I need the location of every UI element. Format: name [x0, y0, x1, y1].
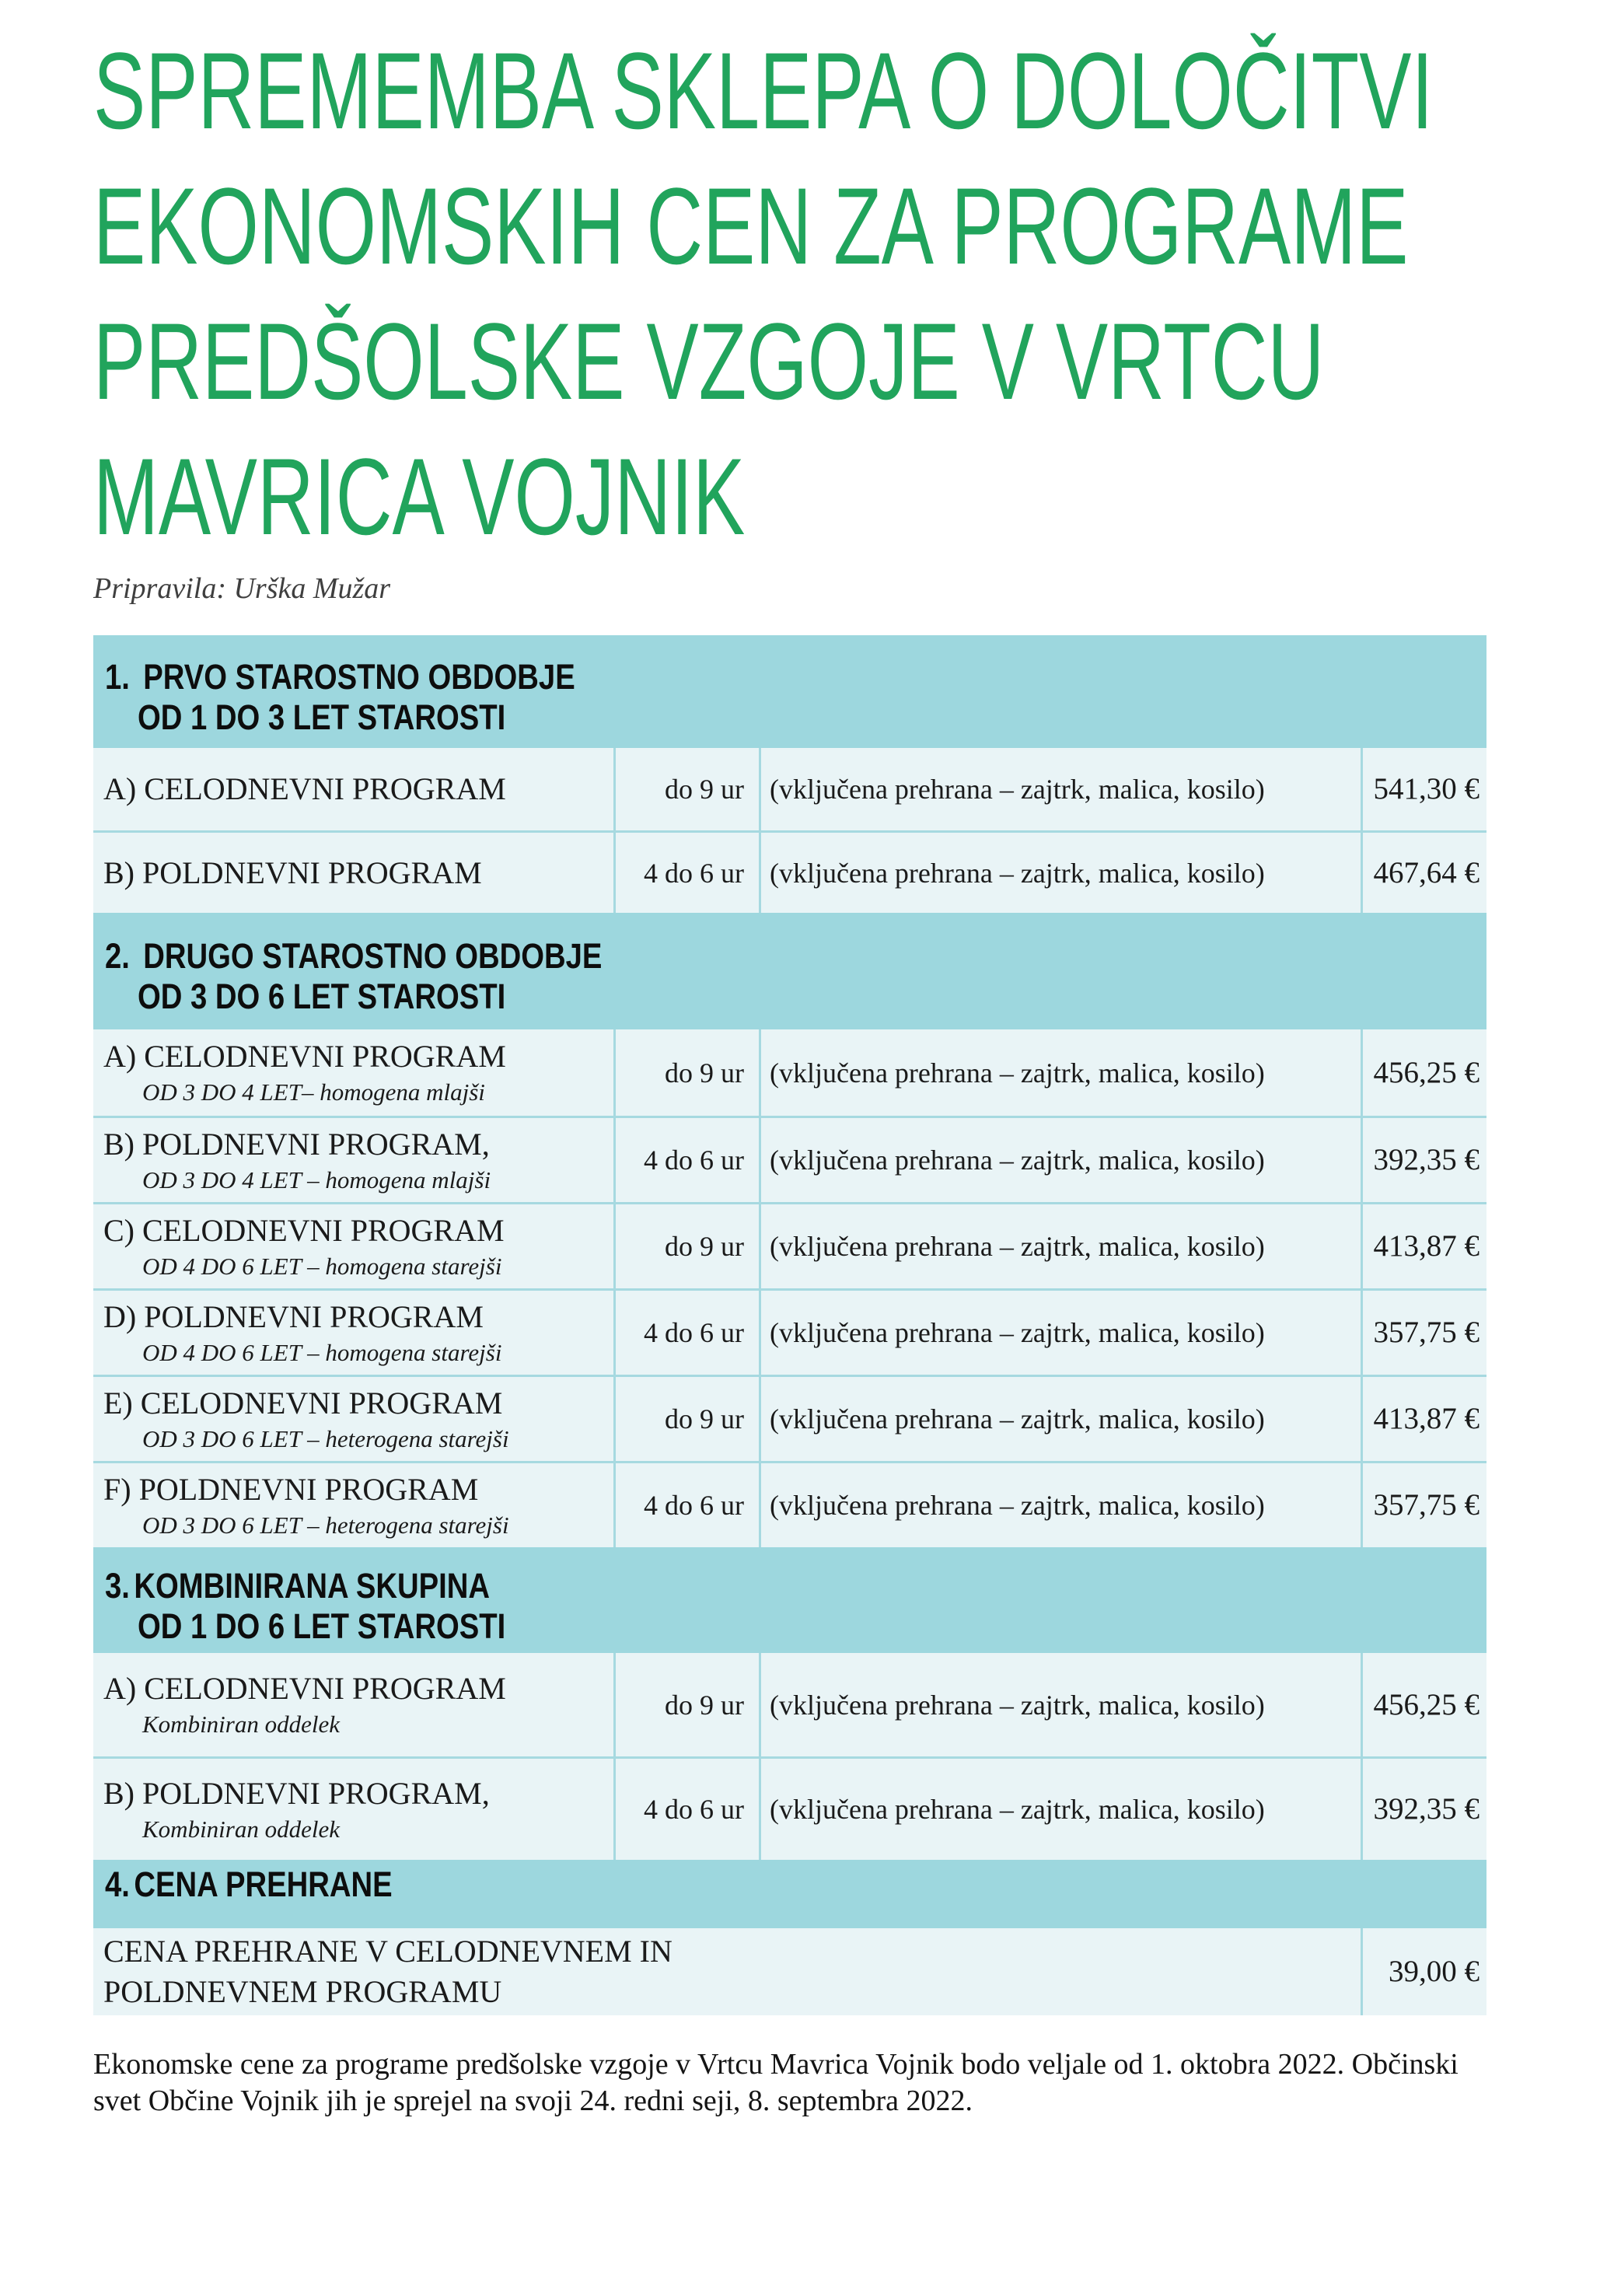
hours-cell: 4 do 6 ur [613, 1291, 759, 1375]
price-cell: 467,64 € [1361, 833, 1486, 913]
price-cell: 39,00 € [1361, 1928, 1486, 2015]
document-title [93, 23, 1486, 564]
program-cell: B) POLDNEVNI PROGRAM, OD 3 DO 4 LET – homogena mlajši [103, 1126, 491, 1193]
program-subtitle: OD 3 DO 4 LET– homogena mlajši [142, 1078, 485, 1106]
price-cell: 392,35 € [1361, 1118, 1486, 1202]
section-number: 3. [105, 1566, 130, 1606]
section-heading-line1: CENA PREHRANE [134, 1864, 393, 1904]
hours-cell: do 9 ur [613, 1029, 759, 1116]
program-subtitle: OD 4 DO 6 LET – homogena starejši [142, 1338, 502, 1366]
program-cell: D) POLDNEVNI PROGRAM OD 4 DO 6 LET – homogena starejši [103, 1298, 502, 1366]
note-cell: (vključena prehrana – zajtrk, malica, kosilo) [759, 1029, 1361, 1116]
table-row [93, 1288, 1486, 1375]
section-number: 4. [105, 1864, 130, 1904]
program-cell: A) CELODNEVNI PROGRAM [103, 771, 506, 806]
section-2-header [93, 913, 1486, 1029]
title-line [93, 294, 1486, 429]
program-subtitle: OD 3 DO 6 LET – heterogena starejši [142, 1424, 509, 1452]
section-heading-line1: KOMBINIRANA SKUPINA [134, 1566, 490, 1606]
table-row [93, 830, 1486, 913]
section-3-header [93, 1547, 1486, 1653]
note-cell: (vključena prehrana – zajtrk, malica, kosilo) [759, 1118, 1361, 1202]
hours-cell: do 9 ur [613, 748, 759, 830]
hours-cell: do 9 ur [613, 1377, 759, 1461]
section-4-header [93, 1860, 1486, 1928]
price-cell: 413,87 € [1361, 1204, 1486, 1288]
section-heading-line2: OD 1 DO 6 LET STAROSTI [138, 1606, 506, 1646]
price-cell: 357,75 € [1361, 1463, 1486, 1547]
program-cell: B) POLDNEVNI PROGRAM [103, 854, 482, 890]
table-row [93, 1756, 1486, 1860]
program-subtitle: OD 3 DO 6 LET – heterogena starejši [142, 1511, 509, 1539]
hours-cell: do 9 ur [613, 1204, 759, 1288]
title-line [93, 429, 1486, 564]
section-heading-line2: OD 3 DO 6 LET STAROSTI [138, 977, 506, 1016]
hours-cell: 4 do 6 ur [613, 1463, 759, 1547]
table-row [93, 1375, 1486, 1461]
note-cell: (vključena prehrana – zajtrk, malica, kosilo) [759, 1759, 1361, 1860]
section-heading-line2: OD 1 DO 3 LET STAROSTI [138, 697, 506, 737]
price-cell: 357,75 € [1361, 1291, 1486, 1375]
program-subtitle: Kombiniran oddelek [142, 1711, 340, 1738]
note-cell: (vključena prehrana – zajtrk, malica, kosilo) [759, 833, 1361, 913]
table-row [93, 1202, 1486, 1288]
program-subtitle: OD 4 DO 6 LET – homogena starejši [142, 1252, 502, 1280]
title-line-text: PREDŠOLSKE VZGOJE V VRTCU [93, 300, 1325, 422]
program-cell: A) CELODNEVNI PROGRAM OD 3 DO 4 LET– homogena mlajši [103, 1039, 506, 1106]
table-row [93, 1116, 1486, 1202]
section-1-header [93, 635, 1486, 748]
program-cell: CENA PREHRANE V CELODNEVNEM IN POLDNEVNEM PROGRAMU [103, 1934, 672, 2009]
title-line-text: SPREMEMBA SKLEPA O DOLOČITVI [93, 30, 1434, 152]
title-line [93, 159, 1486, 294]
section-number: 1. [105, 657, 130, 697]
program-cell: C) CELODNEVNI PROGRAM OD 4 DO 6 LET – homogena starejši [103, 1212, 505, 1280]
title-line-text: MAVRICA VOJNIK [93, 435, 746, 557]
note-cell: (vključena prehrana – zajtrk, malica, kosilo) [759, 748, 1361, 830]
program-cell: B) POLDNEVNI PROGRAM, Kombiniran oddelek [103, 1775, 490, 1843]
prepared-by: Pripravila: Urška Mužar [93, 572, 391, 605]
program-cell: E) CELODNEVNI PROGRAM OD 3 DO 6 LET – heterogena starejši [103, 1385, 509, 1452]
price-cell: 456,25 € [1361, 1653, 1486, 1756]
table-row [93, 1461, 1486, 1547]
price-table [93, 635, 1486, 2015]
document-page [93, 23, 1486, 2120]
hours-cell: 4 do 6 ur [613, 833, 759, 913]
hours-cell: do 9 ur [613, 1653, 759, 1756]
price-cell: 413,87 € [1361, 1377, 1486, 1461]
note-cell: (vključena prehrana – zajtrk, malica, kosilo) [759, 1291, 1361, 1375]
section-number: 2. [105, 936, 130, 976]
program-subtitle: OD 3 DO 4 LET – homogena mlajši [142, 1165, 491, 1193]
note-cell: (vključena prehrana – zajtrk, malica, kosilo) [759, 1204, 1361, 1288]
table-row [93, 748, 1486, 830]
table-row [93, 1029, 1486, 1116]
table-row [93, 1928, 1486, 2015]
program-cell: F) POLDNEVNI PROGRAM OD 3 DO 6 LET – heterogena starejši [103, 1471, 509, 1539]
table-row [93, 1653, 1486, 1756]
hours-cell: 4 do 6 ur [613, 1118, 759, 1202]
note-cell: (vključena prehrana – zajtrk, malica, kosilo) [759, 1377, 1361, 1461]
price-cell: 541,30 € [1361, 748, 1486, 830]
price-cell: 392,35 € [1361, 1759, 1486, 1860]
price-cell: 456,25 € [1361, 1029, 1486, 1116]
section-heading-line1: DRUGO STAROSTNO OBDOBJE [143, 936, 603, 976]
title-line [93, 23, 1486, 159]
footer-paragraph: Ekonomske cene za programe predšolske vzgoje v Vrtcu Mavrica Vojnik bodo veljale od 1. oktobra 2022. Občinski svet Občine Vojnik jih je sprejel na svoji 24. redni seji, 8. septembra 2022. [93, 2048, 1459, 2117]
hours-cell: 4 do 6 ur [613, 1759, 759, 1860]
note-cell: (vključena prehrana – zajtrk, malica, kosilo) [759, 1653, 1361, 1756]
program-subtitle: Kombiniran oddelek [142, 1815, 340, 1843]
note-cell: (vključena prehrana – zajtrk, malica, kosilo) [759, 1463, 1361, 1547]
section-heading-line1: PRVO STAROSTNO OBDOBJE [143, 657, 575, 697]
program-cell: A) CELODNEVNI PROGRAM Kombiniran oddelek [103, 1671, 506, 1738]
title-line-text: EKONOMSKIH CEN ZA PROGRAME [93, 165, 1409, 287]
